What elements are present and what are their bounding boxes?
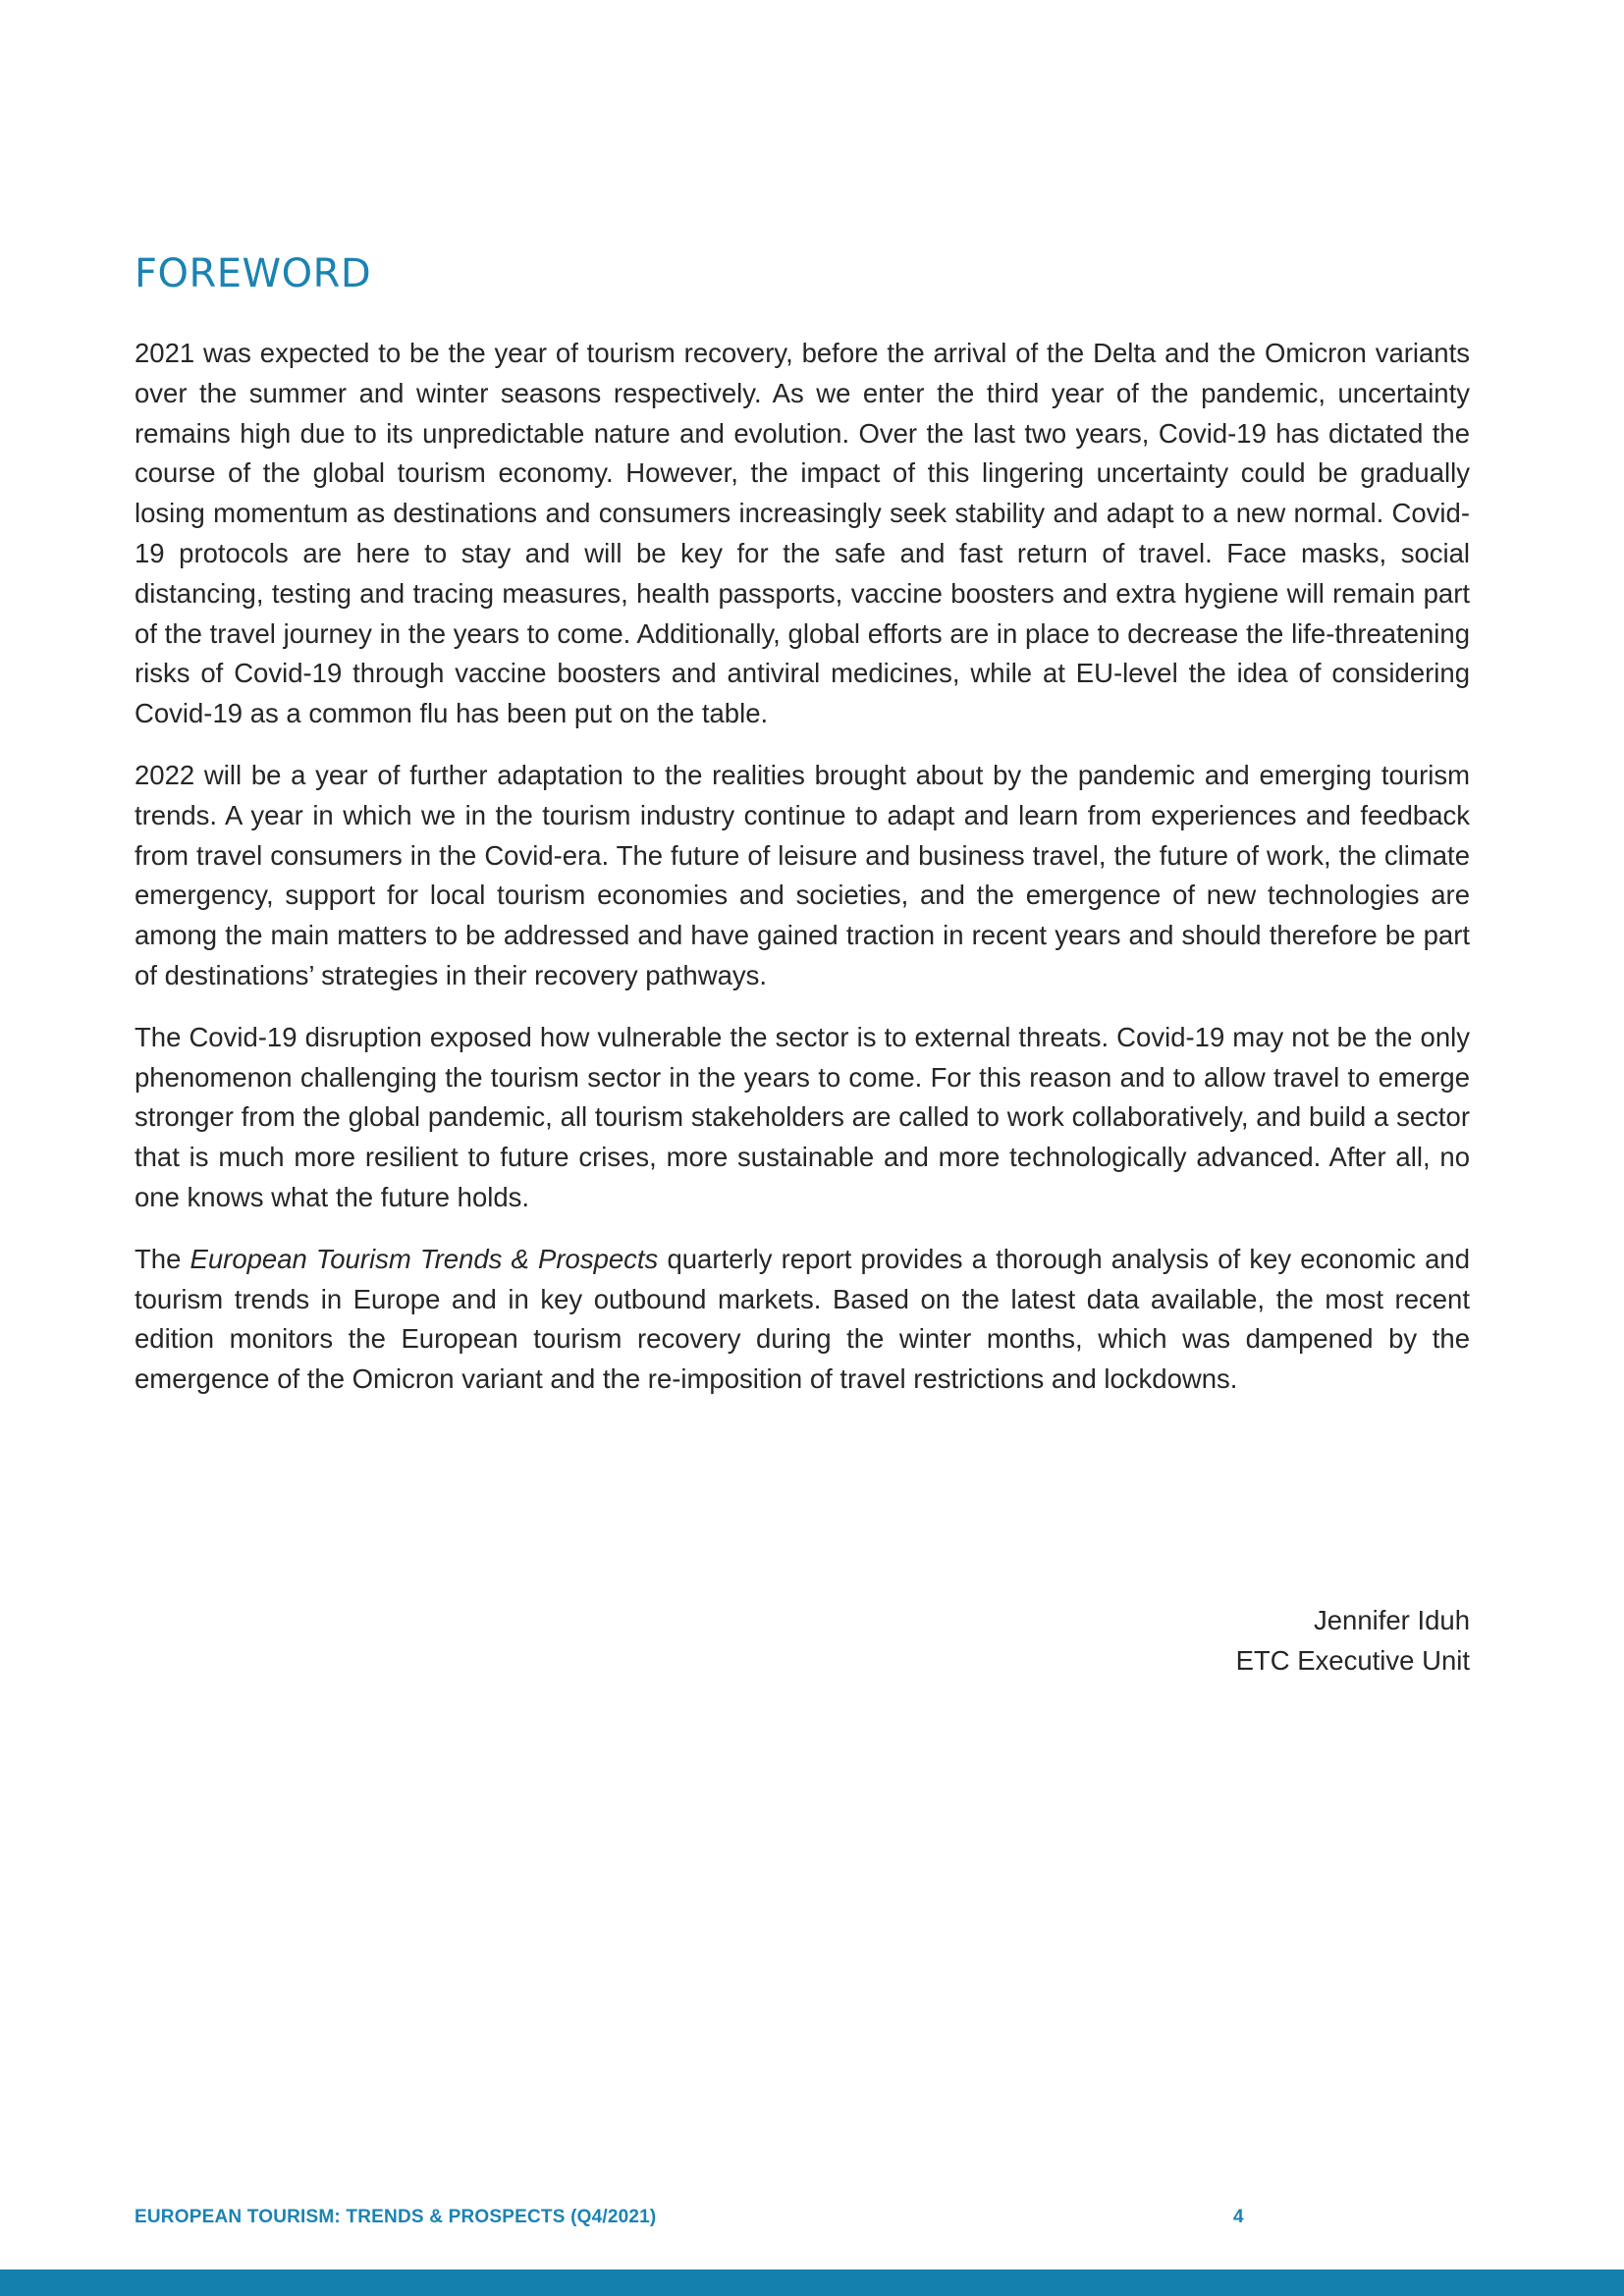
- page-title: FOREWORD: [135, 251, 372, 296]
- signatory-unit: ETC Executive Unit: [1235, 1645, 1470, 1676]
- foreword-paragraph-4: [135, 1240, 1470, 1400]
- foreword-body: [135, 334, 1470, 1421]
- foreword-paragraph-1: 2021 was expected to be the year of tourism recovery, before the arrival of the Delta and the Omicron variants over the summer and winter seasons respectively. As we enter the third year of the pandemic, uncertainty remains high due to its unpredictable nature and evolution. Over the last two years, Covid-19 has dictated the course of the global tourism economy. However, the impact of this lingering uncertainty could be gradually losing momentum as destinations and consumers increasingly seek stability and adapt to a new normal. Covid-19 protocols are here to stay and will be key for the safe and fast return of travel. Face masks, social distancing, testing and tracing measures, health passports, vaccine boosters and extra hygiene will remain part of the travel journey in the years to come. Additionally, global efforts are in place to decrease the life-threatening risks of Covid-19 through vaccine boosters and antiviral medicines, while at EU-level the idea of considering Covid-19 as a common flu has been put on the table.: [135, 338, 1470, 729]
- foreword-paragraph-2: 2022 will be a year of further adaptation to the realities brought about by the pandemic and emerging tourism trends. A year in which we in the tourism industry continue to adapt and learn from experiences and feedback from travel consumers in the Covid-era. The future of leisure and business travel, the future of work, the climate emergency, support for local tourism economies and societies, and the emergence of new technologies are among the main matters to be addressed and have gained traction in recent years and should therefore be part of destinations’ strategies in their recovery pathways.: [135, 759, 1470, 990]
- paragraph-4-lead: The: [135, 1243, 190, 1274]
- signatory-name: Jennifer Iduh: [1314, 1605, 1470, 1635]
- page-number: 4: [1233, 2207, 1244, 2227]
- footer-bar: [0, 2269, 1624, 2296]
- signature-block: [1236, 1600, 1470, 1681]
- paragraph-4-rest: quarterly report provides a thorough analysis of key economic and tourism trends in Europe and in key outbound markets. Based on the latest data available, the most recent edition monitors the European tourism recovery during the winter months, which was dampened by the emergence of the Omicron variant and the re-imposition of travel restrictions and lockdowns.: [135, 1243, 1470, 1395]
- footer-report-title: EUROPEAN TOURISM: TRENDS & PROSPECTS (Q4/2021): [135, 2207, 657, 2227]
- report-title-italic: European Tourism Trends & Prospects: [189, 1243, 659, 1274]
- foreword-paragraph-3: The Covid-19 disruption exposed how vulnerable the sector is to external threats. Covid-19 may not be the only phenomenon challenging the tourism sector in the years to come. For this reason and to allow travel to emerge stronger from the global pandemic, all tourism stakeholders are called to work collaboratively, and build a sector that is much more resilient to future crises, more sustainable and more technologically advanced. After all, no one knows what the future holds.: [135, 1021, 1470, 1212]
